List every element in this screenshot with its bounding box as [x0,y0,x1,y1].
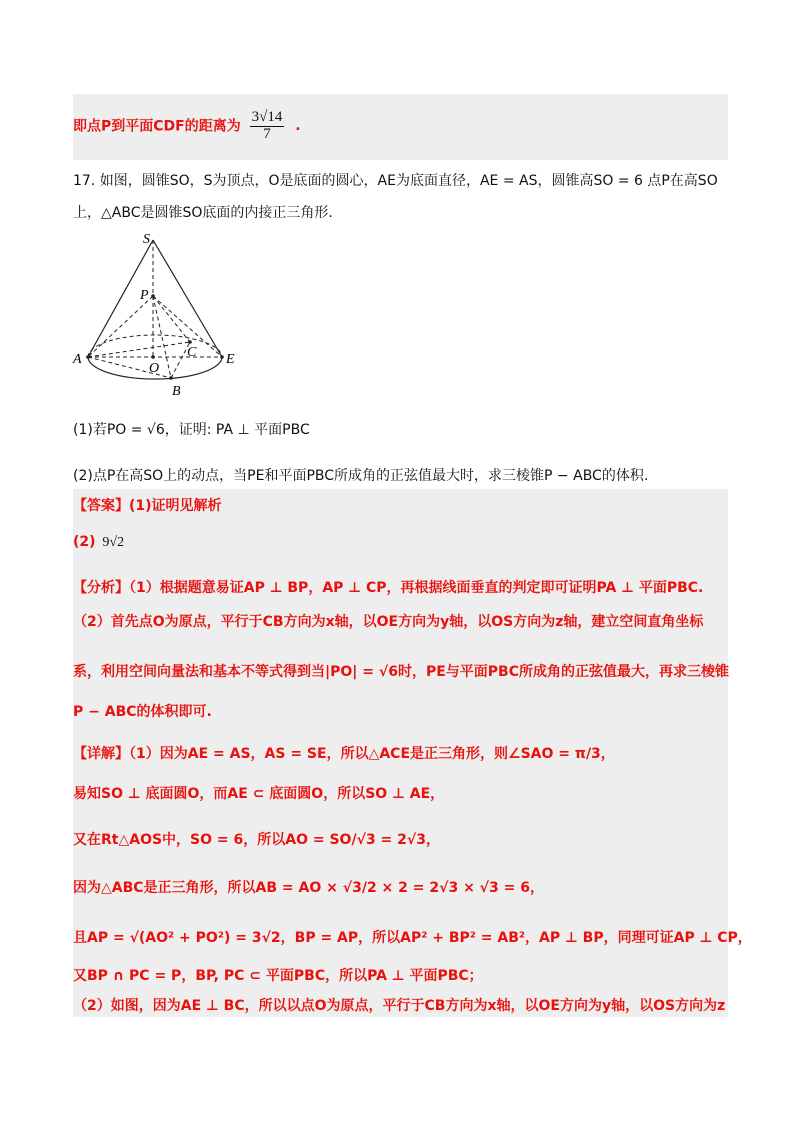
part2-text: (2)点P在高SO上的动点，当PE和平面PBC所成角的正弦值最大时，求三棱锥P − ABC的体积. [73,468,649,484]
problem-line-2 [73,203,333,223]
problem-text-1: 如图，圆锥SO，S为顶点，O是底面的圆心，AE为底面直径，AE = AS，圆锥高SO = 6 点P在高SO [99,173,718,189]
label-B: B [172,384,181,399]
analysis-text-1: 【分析】（1）根据题意易证AP ⊥ BP，AP ⊥ CP，再根据线面垂直的判定即可证明PA ⊥ 平面PBC. [73,580,704,596]
detail-line-4 [73,878,544,898]
answer-part2-line [73,532,124,553]
detail-line-5 [73,928,752,948]
label-O: O [149,361,160,376]
analysis-text-3: 系，利用空间向量法和基本不等式得到当|PO| = √6时，PE与平面PBC所成角的正弦值最大，再求三棱锥 [73,664,729,680]
detail-text-7: （2）如图，因为AE ⊥ BC，所以以点O为原点，平行于CB方向为x轴，以OE方向为y轴，以OS方向为z [73,998,726,1014]
detail-text-5: 且AP = √(AO² + PO²) = 3√2，BP = AP，所以AP² + BP² = AB²，AP ⊥ BP，同理可证AP ⊥ CP， [73,930,752,946]
problem-text-2: 上，△ABC是圆锥SO底面的内接正三角形. [73,205,333,221]
detail-line-6 [73,966,483,986]
prev-answer-text: 即点P到平面CDF的距离为 [73,118,241,135]
detail-line-1 [73,744,615,764]
detail-line-3 [73,830,440,850]
label-C: C [187,345,197,360]
answer-tag-line [73,496,222,516]
prev-answer-period: . [295,118,301,135]
detail-text-2: 易知SO ⊥ 底面圆O，而AE ⊂ 底面圆O，所以SO ⊥ AE， [73,786,445,802]
problem-line-1 [73,171,718,191]
detail-text-3: 又在Rt△AOS中，SO = 6，所以AO = SO/√3 = 2√3， [73,832,440,848]
answer-tag: 【答案】(1)证明见解析 [73,498,222,514]
prev-answer-fraction [250,110,285,143]
analysis-line-3 [73,662,729,682]
cone-figure [68,232,248,402]
detail-line-2 [73,784,444,804]
analysis-text-4: P − ABC的体积即可. [73,704,212,720]
problem-number: 17. [73,173,96,189]
detail-text-1: 【详解】（1）因为AE = AS，AS = SE，所以△ACE是正三角形，则∠SAO = π/3， [73,746,615,762]
analysis-line-4 [73,702,212,722]
prev-answer-num: 3√14 [251,109,283,125]
detail-text-4: 因为△ABC是正三角形，所以AB = AO × √3/2 × 2 = 2√3 × √3 = 6， [73,880,544,896]
analysis-line-2 [73,612,703,632]
label-A: A [73,352,82,367]
label-P: P [140,288,149,303]
answer-part2-value: 9√2 [102,535,125,550]
label-E: E [226,352,235,367]
detail-text-6: 又BP ∩ PC = P，BP, PC ⊂ 平面PBC，所以PA ⊥ 平面PBC； [73,968,483,984]
prev-answer-den: 7 [263,125,271,142]
analysis-line-1 [73,578,703,598]
analysis-text-2: （2）首先点O为原点，平行于CB方向为x轴，以OE方向为y轴，以OS方向为z轴，建立空间直角坐标 [73,614,704,630]
label-S: S [143,232,150,247]
part1-text: (1)若PO = √6，证明: PA ⊥ 平面PBC [73,422,310,438]
detail-line-7 [73,996,725,1016]
answer-part2-label: (2) [73,534,96,550]
part1-line [73,420,310,440]
prev-answer-line [73,110,301,143]
part2-line [73,466,648,486]
